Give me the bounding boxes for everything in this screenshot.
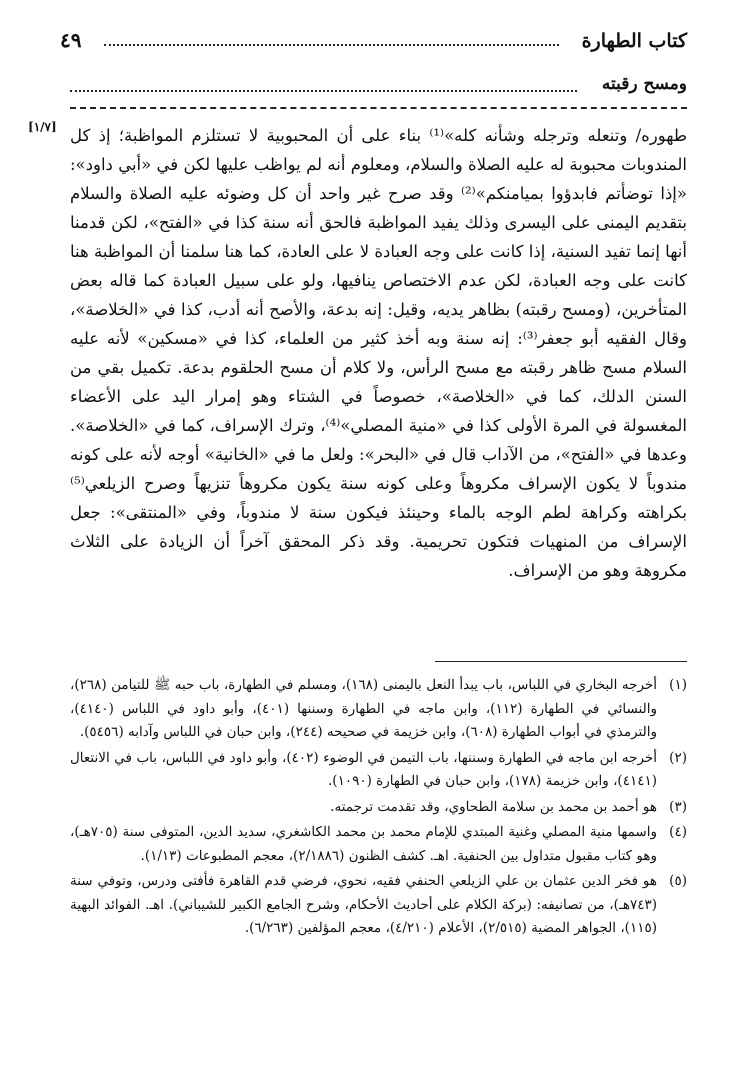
footnote-text: أخرجه ابن ماجه في الطهارة وسننها، باب التيمن في الوضوء (٤٠٢)، وأبو داود في اللباس، باب في الانتعال (٤١٤١)، وابن خزيمة (١٧٨)، وابن حبان في الطهارة (١٠٩٠). [70,749,658,789]
chapter-title: كتاب الطهارة [581,30,687,52]
footnote-2 [70,747,687,794]
footnote-text: واسمها منية المصلي وغنية المبتدي للإمام محمد بن محمد الكاشغري، سديد الدين، المتوفى سنة (٧٠٥هـ)، وهو كتاب مقبول متداول بين الحنفية. اهـ. كشف الظنون (٢/١٨٨٦)، معجم المطبوعات (١/١٣). [70,824,657,864]
footnote-5 [70,870,687,941]
footnote-text: هو أحمد بن محمد بن سلامة الطحاوي، وقد تقدمت ترجمته. [330,798,657,815]
manuscript-page-marker: [١/٧] [28,120,57,134]
footnote-number: (٥) [669,873,687,889]
commentary-body [70,121,687,585]
page-number: ٤٩ [60,28,82,52]
header-dotted-leader [104,44,559,46]
footnote-3 [70,796,687,820]
footnotes [70,674,687,943]
footnote-number: (٤) [669,824,687,840]
matn-line [70,74,687,100]
matn-dotted-leader [70,90,577,92]
footnote-text: أخرجه البخاري في اللباس، باب يبدأ النعل باليمنى (١٦٨)، ومسلم في الطهارة، باب حبه ﷺ للتيامن (٢٦٨)، والنسائي في الطهارة (١١٢)، وابن ماجه في الطهارة وسننها (٤٠١)، وأبو داود في اللباس (٤١٤٠)، والترمذي في أبواب الطهارة (٦٠٨)، وابن خزيمة في صحيحه (٢٤٤)، وابن حبان في اللباس وآدابه (٥٤٥٦). [70,677,658,740]
commentary-paragraph: طهوره/ وتنعله وترجله وشأنه كله»⁽¹⁾ بناء على أن المحبوبية لا تستلزم المواظبة؛ إذ كل المندوبات محبوبة له عليه الصلاة والسلام، ومعلوم أنه لم يواظب عليها لكن في «أبي داود»: «إذا توضأتم فابدؤوا بميامنكم»⁽²⁾ وقد صرح غير واحد أن كل وضوئه عليه الصلاة والسلام بتقديم اليمنى على اليسرى وذلك يفيد المواظبة فالحق أنه سنة كذا في «الفتح»، لكن قدمنا أنها إنما تفيد السنية، إذا كانت على وجه العبادة لا على العادة، كما هنا سلمنا أن المواظبة هنا كانت على وجه العبادة، لكن عدم الاختصاص ينافيها، ولو على سبيل العبادة كما قاله بعض المتأخرين، (ومسح رقبته) بظاهر يديه، وقيل: إنه بدعة، والأصح أنه أدب، كذا في «الخلاصة»، وقال الفقيه أبو جعفر⁽³⁾: إنه سنة وبه أخذ كثير من العلماء، كذا في «مسكين» لأنه عليه السلام مسح ظاهر رقبته مع مسح الرأس، ولا كلام أن مسح الحلقوم بدعة. تكميل بقي من السنن الدلك، كما في «الخلاصة»، خصوصاً في الشتاء وهو إمرار اليد على الأعضاء المغسولة في المرة الأولى كذا في «منية المصلي»⁽⁴⁾، وترك الإسراف، كما في «الخلاصة». وعدها في «الفتح»، من الآداب قال في «البحر»: ولعل ما في «الخانية» أوجه لأنه على كونه مندوباً لا يكون الإسراف مكروهاً وعلى كونه سنة يكون مكروهاً تنزيهاً وصرح الزيلعي⁽⁵⁾ بكراهته وكراهة لطم الوجه بالماء وحينئذ فيكون سنة لا مندوباً، وفي «المنتقى»: جعل الإسراف من المنهيات فتكون تحريمية. وقد ذكر المحقق آخراً أن الزيادة على الثلاث مكروهة وهو من الإسراف. [70,126,688,580]
footnote-text: هو فخر الدين عثمان بن علي الزيلعي الحنفي فقيه، نحوي، فرضي قدم القاهرة فأفتى ودرس، وتوفي سنة (٧٤٣هـ)، من تصانيفه: (بركة الكلام على أحاديث الأحكام، وشرح الجامع الكبير للشيباني). اهـ. الفوائد البهية (١١٥)، الجواهر المضية (٢/٥١٥)، الأعلام (٤/٢١٠)، معجم المؤلفين (٦/٢٦٣). [70,873,657,936]
matn-text: ومسح رقبته [601,74,687,94]
footnote-number: (٢) [669,749,687,766]
matn-separator [70,107,687,109]
footnote-number: (٣) [669,798,687,815]
running-header [60,30,687,56]
footnote-4 [70,821,687,868]
footnote-rule [435,661,687,662]
footnote-number: (١) [669,677,687,693]
footnote-1 [70,674,687,745]
